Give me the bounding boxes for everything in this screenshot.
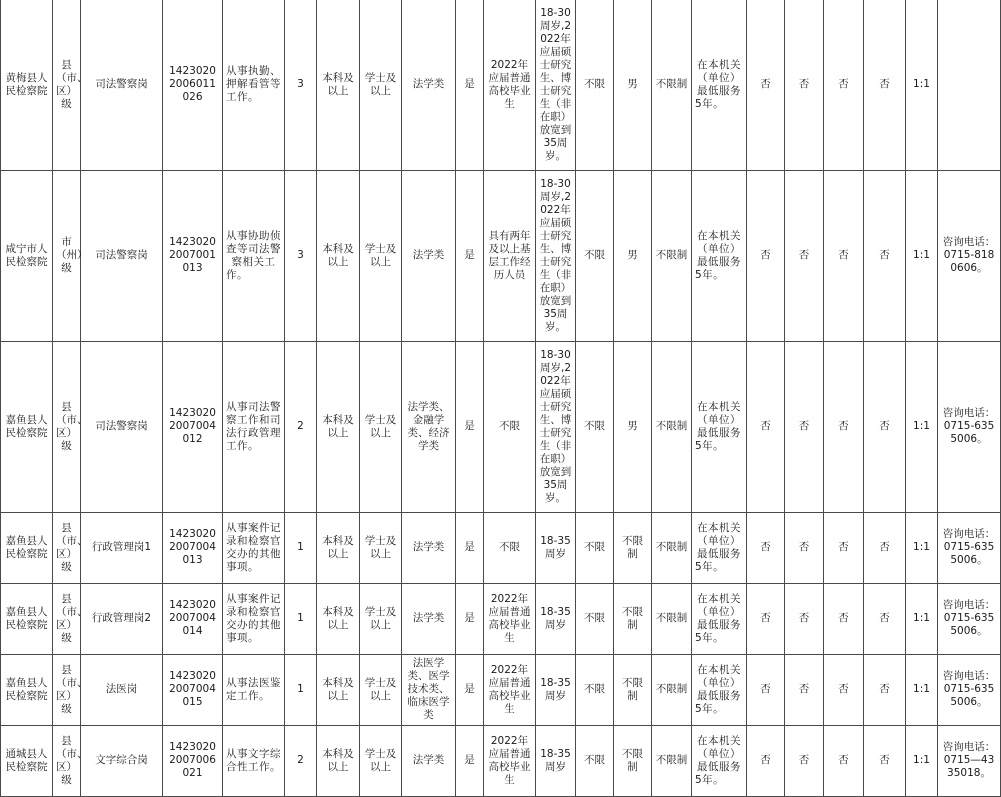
code-cell: 14230202007004013 xyxy=(163,512,223,583)
major-cell: 法学类 xyxy=(402,170,456,341)
count-cell: 1 xyxy=(285,512,317,583)
target-cell: 具有两年及以上基层工作经历人员 xyxy=(484,170,536,341)
level-cell: 县（市、区）级 xyxy=(53,725,81,796)
table-row xyxy=(1,341,1001,512)
flag1-cell: 否 xyxy=(747,170,785,341)
flag3-cell: 否 xyxy=(824,512,864,583)
service-cell: 在本机关（单位）最低服务5年。 xyxy=(692,341,747,512)
code-cell: 14230202007004014 xyxy=(163,583,223,654)
political-cell: 不限 xyxy=(576,725,614,796)
ratio-cell: 1:1 xyxy=(906,583,938,654)
table-row xyxy=(1,583,1001,654)
degree-cell: 学士及以上 xyxy=(360,512,402,583)
code-cell: 14230202007004015 xyxy=(163,654,223,725)
unit-cell: 通城县人民检察院 xyxy=(1,725,53,796)
degree-cell: 学士及以上 xyxy=(360,583,402,654)
ratio-cell: 1:1 xyxy=(906,170,938,341)
exam-cell: 是 xyxy=(456,583,484,654)
unit-cell: 嘉鱼县人民检察院 xyxy=(1,583,53,654)
major-cell: 法学类 xyxy=(402,583,456,654)
target-cell: 2022年应届普通高校毕业生 xyxy=(484,654,536,725)
target-cell: 2022年应届普通高校毕业生 xyxy=(484,583,536,654)
level-cell: 县（市、区）级 xyxy=(53,583,81,654)
other-cell: 不限制 xyxy=(652,583,692,654)
code-cell: 14230202007004012 xyxy=(163,341,223,512)
note-cell: 咨询电话：0715-6355006。 xyxy=(938,583,1001,654)
flag2-cell: 否 xyxy=(785,341,824,512)
unit-cell: 咸宁市人民检察院 xyxy=(1,170,53,341)
flag3-cell: 否 xyxy=(824,341,864,512)
ratio-cell: 1:1 xyxy=(906,341,938,512)
flag4-cell: 否 xyxy=(864,654,906,725)
gender-cell: 男 xyxy=(614,170,652,341)
table-row xyxy=(1,654,1001,725)
other-cell: 不限制 xyxy=(652,341,692,512)
gender-cell: 不限制 xyxy=(614,512,652,583)
target-cell: 2022年应届普通高校毕业生 xyxy=(484,725,536,796)
level-cell: 市（州）级 xyxy=(53,170,81,341)
degree-cell: 学士及以上 xyxy=(360,341,402,512)
count-cell: 2 xyxy=(285,725,317,796)
major-cell: 法学类 xyxy=(402,725,456,796)
education-cell: 本科及以上 xyxy=(317,654,360,725)
flag1-cell: 否 xyxy=(747,512,785,583)
duty-cell: 从事协助侦查等司法警察相关工作。 xyxy=(223,170,285,341)
ratio-cell: 1:1 xyxy=(906,654,938,725)
ratio-cell: 1:1 xyxy=(906,512,938,583)
flag1-cell: 否 xyxy=(747,583,785,654)
political-cell: 不限 xyxy=(576,512,614,583)
gender-cell: 男 xyxy=(614,0,652,170)
exam-cell: 是 xyxy=(456,654,484,725)
duty-cell: 从事执勤、押解看管等工作。 xyxy=(223,0,285,170)
unit-cell: 嘉鱼县人民检察院 xyxy=(1,341,53,512)
code-cell: 14230202006011026 xyxy=(163,0,223,170)
post-cell: 司法警察岗 xyxy=(81,0,163,170)
service-cell: 在本机关（单位）最低服务5年。 xyxy=(692,654,747,725)
ratio-cell: 1:1 xyxy=(906,0,938,170)
count-cell: 2 xyxy=(285,341,317,512)
education-cell: 本科及以上 xyxy=(317,583,360,654)
age-cell: 18-30周岁,2022年应届硕士研究生、博士研究生（非在职）放宽到35周岁。 xyxy=(536,0,576,170)
age-cell: 18-35周岁 xyxy=(536,512,576,583)
major-cell: 法学类 xyxy=(402,512,456,583)
flag1-cell: 否 xyxy=(747,654,785,725)
post-cell: 文字综合岗 xyxy=(81,725,163,796)
note-cell: 咨询电话：0715-6355006。 xyxy=(938,654,1001,725)
duty-cell: 从事案件记录和检察官交办的其他事项。 xyxy=(223,512,285,583)
other-cell: 不限制 xyxy=(652,725,692,796)
code-cell: 14230202007006021 xyxy=(163,725,223,796)
note-cell: 咨询电话：0715-8180606。 xyxy=(938,170,1001,341)
flag2-cell: 否 xyxy=(785,512,824,583)
flag3-cell: 否 xyxy=(824,725,864,796)
unit-cell: 黄梅县人民检察院 xyxy=(1,0,53,170)
level-cell: 县（市、区）级 xyxy=(53,512,81,583)
duty-cell: 从事案件记录和检察官交办的其他事项。 xyxy=(223,583,285,654)
note-cell: 咨询电话：0715—4335018。 xyxy=(938,725,1001,796)
note-cell: 咨询电话：0715-6355006。 xyxy=(938,512,1001,583)
major-cell: 法医学类、医学技术类、临床医学类 xyxy=(402,654,456,725)
flag4-cell: 否 xyxy=(864,170,906,341)
exam-cell: 是 xyxy=(456,341,484,512)
level-cell: 县（市、区）级 xyxy=(53,0,81,170)
education-cell: 本科及以上 xyxy=(317,170,360,341)
note-cell xyxy=(938,0,1001,170)
political-cell: 不限 xyxy=(576,654,614,725)
other-cell: 不限制 xyxy=(652,512,692,583)
flag1-cell: 否 xyxy=(747,725,785,796)
count-cell: 1 xyxy=(285,654,317,725)
unit-cell: 嘉鱼县人民检察院 xyxy=(1,654,53,725)
degree-cell: 学士及以上 xyxy=(360,170,402,341)
service-cell: 在本机关（单位）最低服务5年。 xyxy=(692,512,747,583)
flag3-cell: 否 xyxy=(824,170,864,341)
age-cell: 18-35周岁 xyxy=(536,725,576,796)
flag4-cell: 否 xyxy=(864,341,906,512)
gender-cell: 男 xyxy=(614,341,652,512)
code-cell: 14230202007001013 xyxy=(163,170,223,341)
other-cell: 不限制 xyxy=(652,170,692,341)
flag2-cell: 否 xyxy=(785,725,824,796)
duty-cell: 从事文字综合性工作。 xyxy=(223,725,285,796)
flag4-cell: 否 xyxy=(864,725,906,796)
table-row xyxy=(1,0,1001,170)
duty-cell: 从事司法警察工作和司法行政管理工作。 xyxy=(223,341,285,512)
flag3-cell: 否 xyxy=(824,654,864,725)
flag4-cell: 否 xyxy=(864,583,906,654)
level-cell: 县（市、区）级 xyxy=(53,654,81,725)
flag3-cell: 否 xyxy=(824,583,864,654)
gender-cell: 不限制 xyxy=(614,725,652,796)
education-cell: 本科及以上 xyxy=(317,341,360,512)
service-cell: 在本机关（单位）最低服务5年。 xyxy=(692,725,747,796)
table-row xyxy=(1,170,1001,341)
target-cell: 不限 xyxy=(484,512,536,583)
political-cell: 不限 xyxy=(576,583,614,654)
degree-cell: 学士及以上 xyxy=(360,0,402,170)
flag3-cell: 否 xyxy=(824,0,864,170)
post-cell: 司法警察岗 xyxy=(81,341,163,512)
post-cell: 司法警察岗 xyxy=(81,170,163,341)
exam-cell: 是 xyxy=(456,512,484,583)
ratio-cell: 1:1 xyxy=(906,725,938,796)
exam-cell: 是 xyxy=(456,0,484,170)
flag2-cell: 否 xyxy=(785,583,824,654)
flag2-cell: 否 xyxy=(785,654,824,725)
note-cell: 咨询电话：0715-6355006。 xyxy=(938,341,1001,512)
target-cell: 2022年应届普通高校毕业生 xyxy=(484,0,536,170)
flag2-cell: 否 xyxy=(785,0,824,170)
duty-cell: 从事法医鉴定工作。 xyxy=(223,654,285,725)
other-cell: 不限制 xyxy=(652,654,692,725)
count-cell: 3 xyxy=(285,0,317,170)
education-cell: 本科及以上 xyxy=(317,0,360,170)
major-cell: 法学类 xyxy=(402,0,456,170)
flag4-cell: 否 xyxy=(864,512,906,583)
post-cell: 行政管理岗1 xyxy=(81,512,163,583)
flag1-cell: 否 xyxy=(747,341,785,512)
degree-cell: 学士及以上 xyxy=(360,654,402,725)
table-row xyxy=(1,512,1001,583)
political-cell: 不限 xyxy=(576,341,614,512)
education-cell: 本科及以上 xyxy=(317,512,360,583)
target-cell: 不限 xyxy=(484,341,536,512)
flag4-cell: 否 xyxy=(864,0,906,170)
age-cell: 18-35周岁 xyxy=(536,583,576,654)
age-cell: 18-30周岁,2022年应届硕士研究生、博士研究生（非在职）放宽到35周岁。 xyxy=(536,341,576,512)
political-cell: 不限 xyxy=(576,0,614,170)
post-cell: 法医岗 xyxy=(81,654,163,725)
major-cell: 法学类、金融学类、经济学类 xyxy=(402,341,456,512)
age-cell: 18-35周岁 xyxy=(536,654,576,725)
service-cell: 在本机关（单位）最低服务5年。 xyxy=(692,0,747,170)
service-cell: 在本机关（单位）最低服务5年。 xyxy=(692,170,747,341)
education-cell: 本科及以上 xyxy=(317,725,360,796)
other-cell: 不限制 xyxy=(652,0,692,170)
service-cell: 在本机关（单位）最低服务5年。 xyxy=(692,583,747,654)
unit-cell: 嘉鱼县人民检察院 xyxy=(1,512,53,583)
exam-cell: 是 xyxy=(456,725,484,796)
level-cell: 县（市、区）级 xyxy=(53,341,81,512)
age-cell: 18-30周岁,2022年应届硕士研究生、博士研究生（非在职）放宽到35周岁。 xyxy=(536,170,576,341)
flag2-cell: 否 xyxy=(785,170,824,341)
exam-cell: 是 xyxy=(456,170,484,341)
table-row xyxy=(1,725,1001,796)
gender-cell: 不限制 xyxy=(614,654,652,725)
flag1-cell: 否 xyxy=(747,0,785,170)
gender-cell: 不限制 xyxy=(614,583,652,654)
count-cell: 1 xyxy=(285,583,317,654)
degree-cell: 学士及以上 xyxy=(360,725,402,796)
political-cell: 不限 xyxy=(576,170,614,341)
count-cell: 3 xyxy=(285,170,317,341)
post-cell: 行政管理岗2 xyxy=(81,583,163,654)
